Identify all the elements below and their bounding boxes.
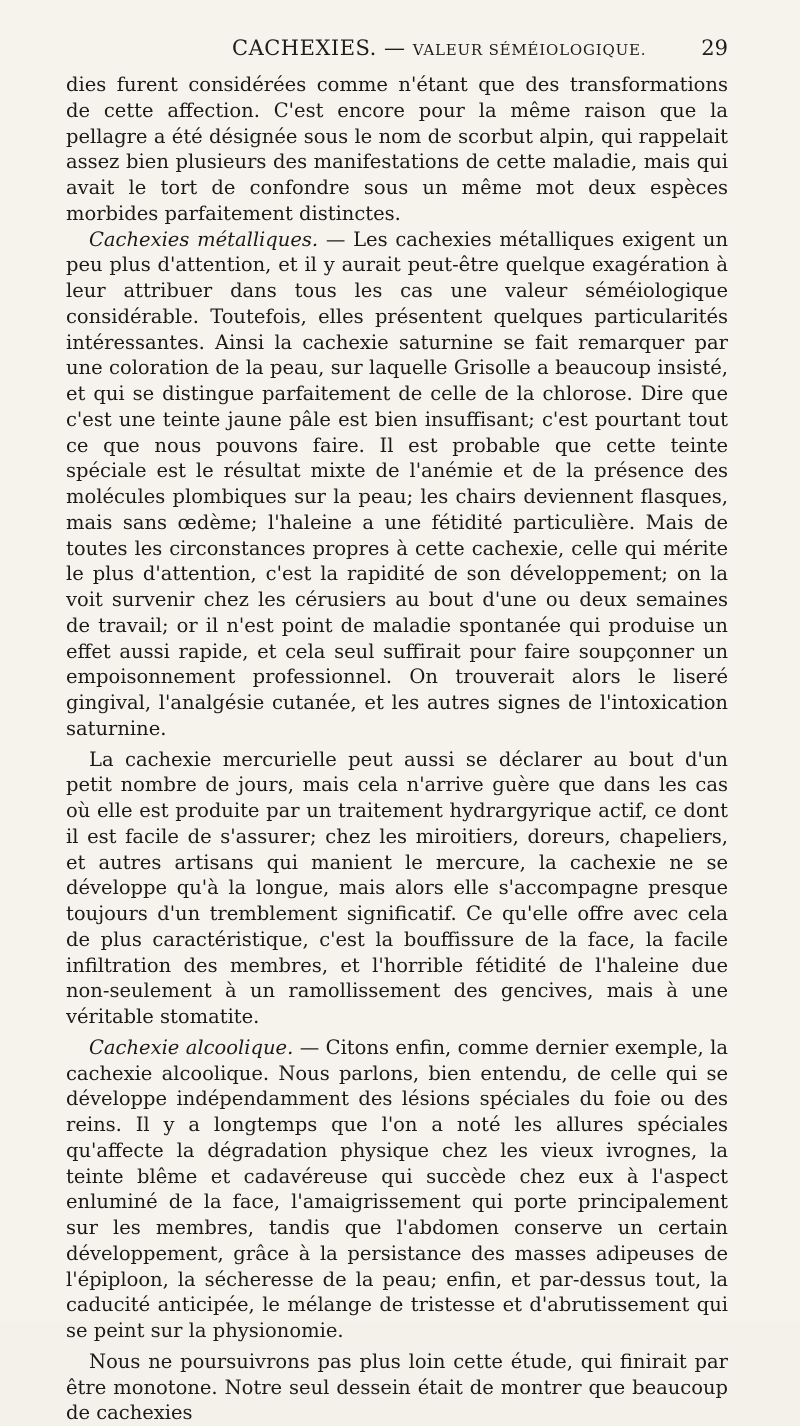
paragraph-3 (66, 747, 728, 1030)
paragraph-1 (66, 72, 728, 227)
paragraph-text: — Les cachexies métalliques exigent un peu plus d'attention, et il y aurait peut-être quelque exagération à leur attribuer dans tous les cas une valeur séméiologique considérable. Toutefois, elles présentent quelques particularités intéressantes. Ainsi la cachexie saturnine se fait remarquer par une coloration de la peau, sur laquelle Grisolle a beaucoup insisté, et qui se distingue parfaitement de celle de la chlorose. Dire que c'est une teinte jaune pâle est bien insuffisant; c'est pourtant tout ce que nous pouvons faire. Il est probable que cette teinte spéciale est le résultat mixte de l'anémie et de la présence des molécules plombiques sur la peau; les chairs deviennent flasques, mais sans œdème; l'haleine a une fétidité particulière. Mais de toutes les circonstances propres à cette cachexie, celle qui mérite le plus d'attention, c'est la rapidité de son développement; on la voit survenir chez les cérusiers au bout d'une ou deux semaines de travail; or il n'est point de maladie spontanée qui produise un effet aussi rapide, et cela seul suffirait pour faire soupçonner un empoisonnement professionnel. On trouverait alors le liseré gingival, l'analgésie cutanée, et les autres signes de l'intoxication saturnine. (66, 227, 728, 740)
section-heading-cachexies-metalliques: Cachexies métalliques. (89, 227, 319, 251)
paragraph-text: dies furent considérées comme n'étant que des transformations de cette affection. C'est encore pour la même raison que la pellagre a été désignée sous le nom de scorbut alpin, qui rappelait assez bien plusieurs des manifestations de cette maladie, mais qui avait le tort de confondre sous un même mot deux espèces morbides parfaitement distinctes. (66, 73, 728, 225)
paragraph-text: Nous ne poursuivrons pas plus loin cette étude, qui finirait par être monotone. Notre seul dessein était de montrer que beaucoup de cachexies (66, 1349, 728, 1425)
running-header (66, 36, 734, 66)
header-dash: — (376, 36, 413, 60)
running-title (232, 36, 646, 60)
section-heading-cachexie-alcoolique: Cachexie alcoolique. (89, 1035, 294, 1059)
paragraph-text: La cachexie mercurielle peut aussi se déclarer au bout d'un petit nombre de jours, mais cela n'arrive guère que dans les cas où elle est produite par un traitement hydrargyrique actif, ce dont il est facile de s'assurer; chez les miroitiers, doreurs, chapeliers, et autres artisans qui manient le mercure, la cachexie ne se développe qu'à la longue, mais alors elle s'accompagne presque toujours d'un tremblement significatif. Ce qu'elle offre avec cela de plus caractéristique, c'est la bouffissure de la face, la facile infiltration des membres, et l'horrible fétidité de l'haleine due non-seulement à un ramollissement des gencives, mais à une véritable stomatite. (66, 747, 728, 1028)
header-title-sub: VALEUR SÉMÉIOLOGIQUE. (412, 41, 647, 59)
page-body (66, 72, 728, 1426)
header-title-main: CACHEXIES. (232, 36, 377, 60)
paragraph-4 (66, 1035, 728, 1344)
page-number: 29 (701, 36, 728, 60)
paragraph-text: — Citons enfin, comme dernier exemple, la cachexie alcoolique. Nous parlons, bien entendu, de celle qui se développe indépendamment des lésions spéciales du foie ou des reins. Il y a longtemps que l'on a noté les allures spéciales qu'affecte la dégradation physique chez les vieux ivrognes, la teinte blême et cadavéreuse qui succède chez eux à l'aspect enluminé de la face, l'amaigrissement qui porte principalement sur les membres, tandis que l'abdomen conserve un certain développement, grâce à la persistance des masses adipeuses de l'épiploon, la sécheresse de la peau; enfin, et par-dessus tout, la caducité anticipée, le mélange de tristesse et d'abrutissement qui se peint sur la physionomie. (66, 1035, 729, 1342)
paragraph-2 (66, 227, 728, 742)
paragraph-5 (66, 1349, 728, 1426)
